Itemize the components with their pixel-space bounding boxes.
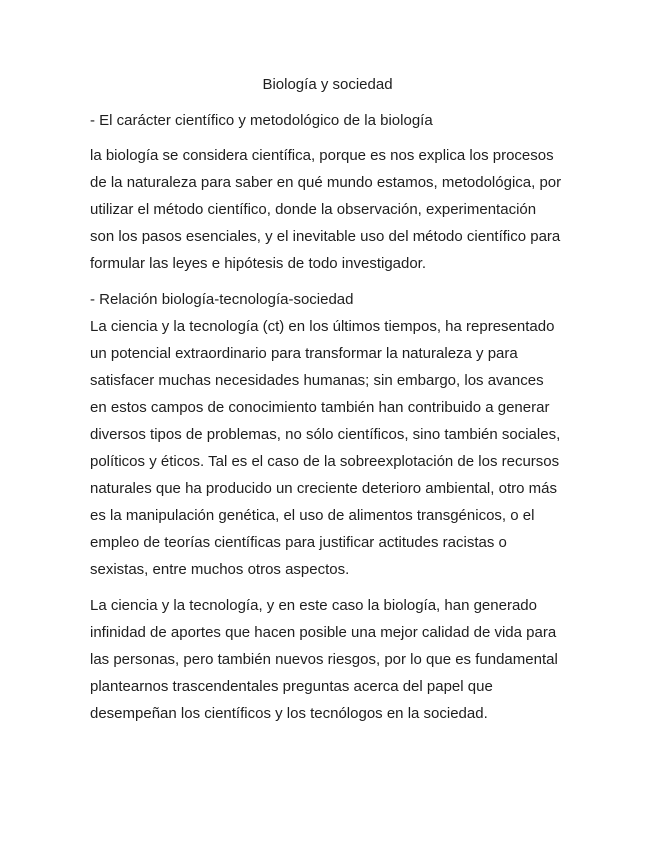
paragraph-line: la biología se considera científica, porque es nos explica los procesos [90, 147, 554, 164]
section1-heading: - El carácter científico y metodológico de la biología [90, 112, 433, 129]
paragraph-line: utilizar el método científico, donde la observación, experimentación [90, 201, 537, 218]
paragraph-line: es la manipulación genética, el uso de alimentos transgénicos, o el [90, 507, 535, 524]
paragraph-line: satisfacer muchas necesidades humanas; sin embargo, los avances [90, 372, 544, 389]
paragraph-line: desempeñan los científicos y los tecnólogos en la sociedad. [90, 705, 488, 722]
paragraph-line: las personas, pero también nuevos riesgos, por lo que es fundamental [90, 651, 558, 668]
paragraph-line: sexistas, entre muchos otros aspectos. [90, 561, 350, 578]
section1-paragraph [90, 142, 570, 277]
paragraph-line: formular las leyes e hipótesis de todo investigador. [90, 255, 427, 272]
paragraph-line: La ciencia y la tecnología (ct) en los últimos tiempos, ha representado [90, 318, 555, 335]
paragraph-line: plantearnos trascendentales preguntas acerca del papel que [90, 678, 493, 695]
paragraph-line: infinidad de aportes que hacen posible una mejor calidad de vida para [90, 624, 557, 641]
paragraph-line: políticos y éticos. Tal es el caso de la sobreexplotación de los recursos [90, 453, 560, 470]
section2-paragraph-1 [90, 313, 570, 583]
paragraph-line: en estos campos de conocimiento también han contribuido a generar [90, 399, 550, 416]
paragraph-line: La ciencia y la tecnología, y en este caso la biología, han generado [90, 597, 537, 614]
paragraph-line: naturales que ha producido un creciente deterioro ambiental, otro más [90, 480, 557, 497]
paragraph-line: diversos tipos de problemas, no sólo científicos, sino también sociales, [90, 426, 561, 443]
paragraph-line: un potencial extraordinario para transformar la naturaleza y para [90, 345, 518, 362]
paragraph-line: de la naturaleza para saber en qué mundo estamos, metodológica, por [90, 174, 562, 191]
document-title: Biología y sociedad [262, 76, 393, 93]
paragraph-line: empleo de teorías científicas para justificar actitudes racistas o [90, 534, 507, 551]
paragraph-line: son los pasos esenciales, y el inevitable uso del método científico para [90, 228, 561, 245]
section2-heading: - Relación biología-tecnología-sociedad [90, 291, 354, 308]
section2-paragraph-2 [90, 592, 570, 727]
